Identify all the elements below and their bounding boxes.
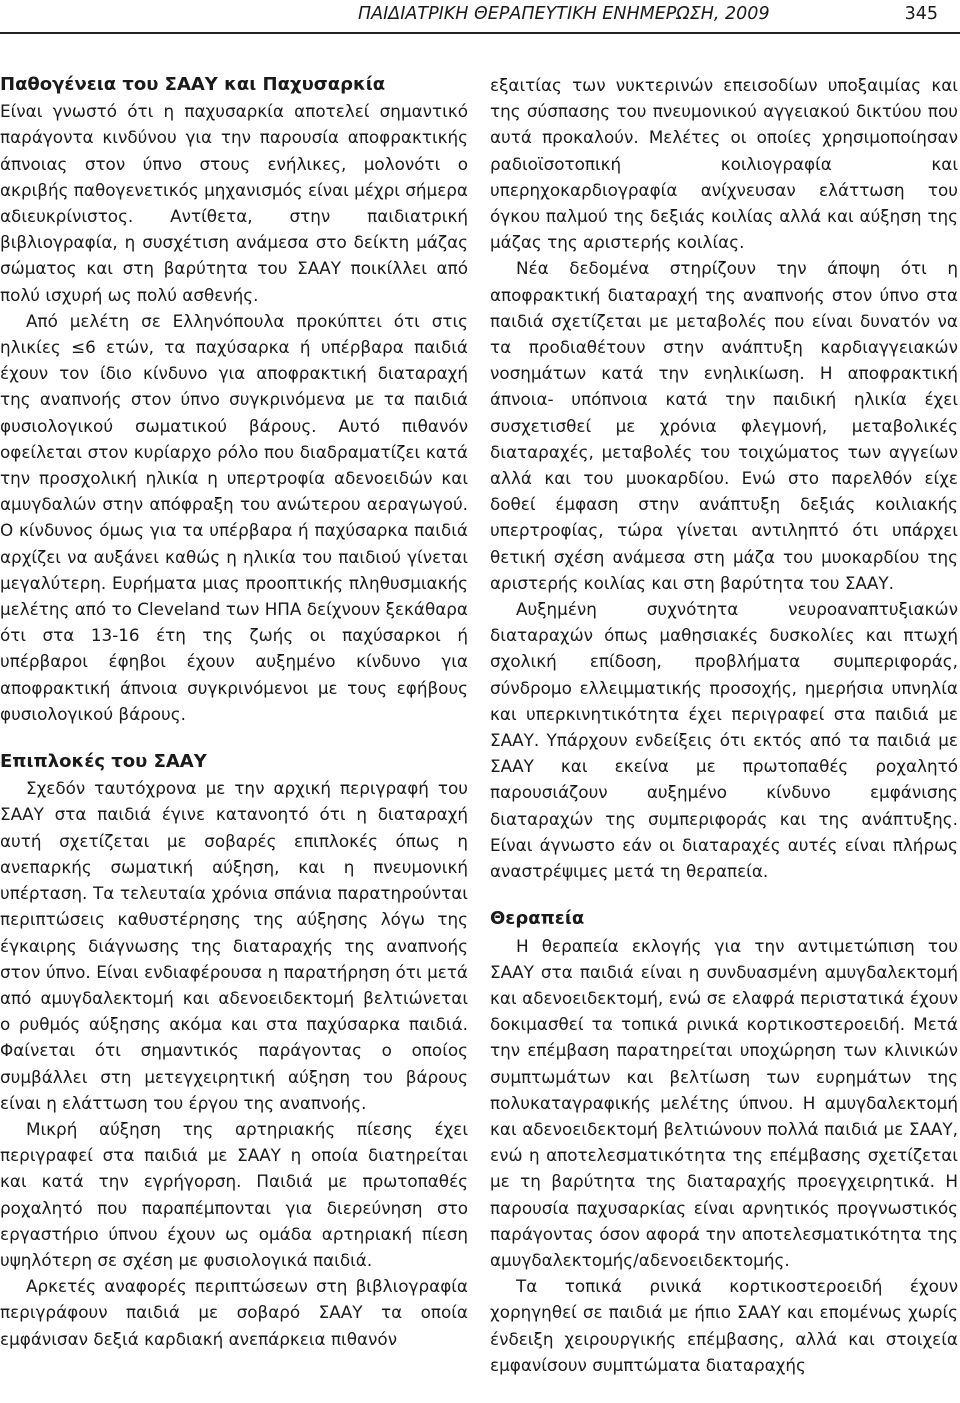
journal-title: ΠΑΙΔΙΑΤΡΙΚΗ ΘΕΡΑΠΕΥΤΙΚΗ ΕΝΗΜΕΡΩΣΗ, 2009 [358, 4, 770, 24]
running-header [0, 0, 960, 44]
paragraph: Αρκετές αναφορές περιπτώσεων στη βιβλιογραφία περιγράφουν παιδιά με σοβαρό ΣΑΑΥ τα οποία εμφάνισαν δεξιά καρδιακή ανεπάρκεια πιθανόν [0, 1276, 468, 1349]
paragraph: Από μελέτη σε Ελληνόπουλα προκύπτει ότι στις ηλικίες ≤6 ετών, τα παχύσαρκα ή υπέρβαρα παιδιά έχουν τον ίδιο κίνδυνο για αποφρακτική διαταραχή της αναπνοής στον ύπνο συγκρινόμενα με τα παιδιά φυσιολογικού σωματικού βάρους. Αυτό πιθανόν οφείλεται στον κυρίαρχο ρόλο που διαδραματίζει κατά την προσχολική ηλικία η υπερτροφία αδενοειδών και αμυγδαλών στην απόφραξη του ανώτερου αεραγωγού. Ο κίνδυνος όμως για τα υπέρβαρα ή παχύσαρκα παιδιά αρχίζει να αυξάνει καθώς η ηλικία του παιδιού γίνεται μεγαλύτερη. Ευρήματα μιας προοπτικής πληθυσμιακής μελέτης από το Cleveland των ΗΠΑ δείχνουν ξεκάθαρα ότι στα 13-16 έτη της ζωής οι παχύσαρκοι ή υπέρβαροι έφηβοι έχουν αυξημένο κίνδυνο για αποφρακτική άπνοια συγκρινόμενοι με τους εφήβους φυσιολογικού βάρους. [0, 310, 468, 724]
paragraph: εξαιτίας των νυκτερινών επεισοδίων υποξαιμίας και της σύσπασης του πνευμονικού αγγειακού δικτύου που αυτά προκαλούν. Μελέτες οι οποίες χρησιμοποίησαν ραδιοϊσοτοπική κοιλιογραφία και υπερηχοκαρδιογραφία ανίχνευσαν ελάττωση του όγκου παλμού της δεξιάς κοιλίας αλλά και αύξηση της μάζας της αριστερής κοιλίας. [490, 75, 958, 253]
paragraph: Σχεδόν ταυτόχρονα με την αρχική περιγραφή του ΣΑΑΥ στα παιδιά έγινε κατανοητό ότι η διαταραχή αυτή σχετίζεται με σοβαρές επιπλοκές όπως η ανεπαρκής σωματική αύξηση, και η πνευμονική υπέρταση. Τα τελευταία χρόνια σπάνια παρατηρούνται περιπτώσεις καθυστέρησης της αύξησης λόγω της έγκαιρης διάγνωσης της διαταραχής της αναπνοής στον ύπνο. Είναι ενδιαφέρουσα η παρατήρηση ότι μετά από αμυγδαλεκτομή και αδενοειδεκτομή βελτιώνεται ο ρυθμός αύξησης ακόμα και στα παχύσαρκα παιδιά. Φαίνεται ότι σημαντικός παράγοντας ο οποίος συμβάλλει στη μετεγχειρητική αύξηση του βάρους είναι η ελάττωση του έργου της αναπνοής. [0, 778, 468, 1113]
spacer [0, 727, 468, 749]
paragraph: Είναι γνωστό ότι η παχυσαρκία αποτελεί σημαντικό παράγοντα κινδύνου για την παρουσία αποφρακτικής άπνοιας στον ύπνο στους ενήλικες, μολονότι ο ακριβής παθογενετικός μηχανισμός είναι μέχρι σήμερα αδιευκρίνιστος. Αντίθετα, στην παιδιατρική βιβλιογραφία, η συσχέτιση ανάμεσα στο δείκτη μάζας σώματος και στη βαρύτητα του ΣΑΑΥ ποικίλλει από πολύ ισχυρή ως πολύ ασθενής. [0, 101, 468, 305]
paragraph: Η θεραπεία εκλογής για την αντιμετώπιση του ΣΑΑΥ στα παιδιά είναι η συνδυασμένη αμυγδαλεκτομή και αδενοειδεκτομή, ενώ σε ελαφρά περιστατικά έχουν δοκιμασθεί τα τοπικά ρινικά κορτικοστεροειδή. Μετά την επέμβαση παρατηρείται υποχώρηση των κλινικών συμπτωμάτων και βελτίωση των ευρημάτων της πολυκαταγραφικής μελέτης ύπνου. Η αμυγδαλεκτομή και αδενοειδεκτομή βελτιώνουν πολλά παιδιά με ΣΑΑΥ, ενώ η αποτελεσματικότητα της επέμβασης σχετίζεται με τη βαρύτητα της διαταραχής προεγχειρητικά. Η παρουσία παχυσαρκίας είναι αρνητικός προγνωστικός παράγοντας όσον αφορά την αποτελεσματικότητα της αμυγδαλεκτομής/αδενοειδεκτομής. [490, 935, 958, 1270]
header-rule [0, 32, 960, 34]
paragraph: Μικρή αύξηση της αρτηριακής πίεσης έχει περιγραφεί στα παιδιά με ΣΑΑΥ η οποία διατηρείται και κατά την εγρήγορση. Παιδιά με πρωτοπαθές ροχαλητό που παραπέμπονται για διερεύνηση στο εργαστήριο ύπνου έχουν ως ομάδα αρτηριακή πίεση υψηλότερη σε σχέση με φυσιολογικά παιδιά. [0, 1118, 468, 1270]
section-title-complications: Επιπλοκές του ΣΑΑΥ [0, 751, 207, 773]
paragraph: Τα τοπικά ρινικά κορτικοστεροειδή έχουν χορηγηθεί σε παιδιά με ήπιο ΣΑΑΥ και επομένως χωρίς ένδειξη χειρουργικής επέμβασης, αλλά και στοιχεία εμφανίσουν συμπτώματα διαταραχής [490, 1276, 958, 1375]
section-title-pathogenesis: Παθογένεια του ΣΑΑΥ και Παχυσαρκία [0, 74, 386, 95]
left-column [0, 72, 468, 1352]
paragraph: Αυξημένη συχνότητα νευροαναπτυξιακών διαταραχών όπως μαθησιακές δυσκολίες και πτωχή σχολική επίδοση, προβλήματα συμπεριφοράς, σύνδρομο ελλειμματικής προσοχής, ημερήσια υπνηλία και υπερκινητικότητα έχει περιγραφεί στα παιδιά με ΣΑΑΥ. Υπάρχουν ενδείξεις ότι εκτός από τα παιδιά με ΣΑΑΥ και εκείνα με πρωτοπαθές ροχαλητό παρουσιάζουν αυξημένο κίνδυνο εμφάνισης διαταραχών της συμπεριφοράς και της ανάπτυξης. Είναι άγνωστο εάν οι διαταραχές αυτές είναι πλήρως αναστρέψιμες μετά τη θεραπεία. [490, 599, 958, 882]
spacer [490, 884, 958, 906]
section-title-therapy: Θεραπεία [490, 908, 585, 930]
page-number: 345 [904, 4, 938, 24]
right-column [490, 72, 958, 1378]
paragraph: Νέα δεδομένα στηρίζουν την άποψη ότι η αποφρακτική διαταραχή της αναπνοής στον ύπνο στα παιδιά σχετίζεται με μεταβολές που είναι δυνατόν να τα προδιαθέτουν στην ανάπτυξη καρδιαγγειακών νοσημάτων κατά την ενηλικίωση. Η αποφρακτική άπνοια- υπόπνοια κατά την παιδική ηλικία έχει συσχετισθεί με χρόνια φλεγμονή, μεταβολικές διαταραχές, μεταβολές του τοιχώματος των αγγείων αλλά και του μυοκαρδίου. Ενώ στο παρελθόν είχε δοθεί έμφαση στην ανάπτυξη δεξιάς κοιλιακής υπερτροφίας, τώρα γίνεται αντιληπτό ότι υπάρχει θετική σχέση ανάμεσα στη μάζα του μυοκαρδίου της αριστερής κοιλίας και στη βαρύτητα του ΣΑΑΥ. [490, 258, 958, 593]
